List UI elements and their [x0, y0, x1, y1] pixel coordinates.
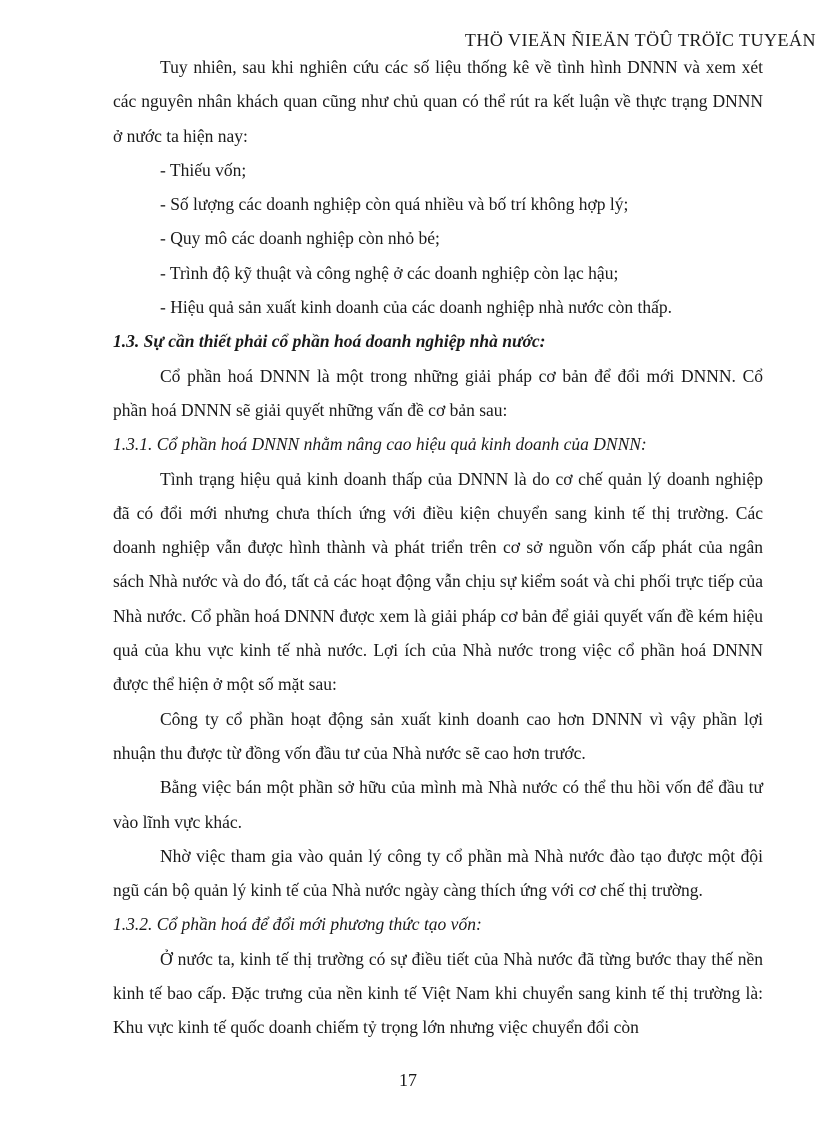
- list-item: - Trình độ kỹ thuật và công nghệ ở các doanh nghiệp còn lạc hậu;: [160, 262, 619, 283]
- page-number: 17: [399, 1070, 417, 1090]
- document-body: [113, 50, 763, 1045]
- list-item: - Quy mô các doanh nghiệp còn nhỏ bé;: [160, 228, 440, 249]
- paragraph: Cổ phần hoá DNNN là một trong những giải pháp cơ bản để đổi mới DNNN. Cổ phần hoá DNNN sẽ giải quyết những vấn đề cơ bản sau:: [113, 365, 763, 420]
- paragraph-intro: Tuy nhiên, sau khi nghiên cứu các số liệu thống kê về tình hình DNNN và xem xét các nguyên nhân khách quan cũng như chủ quan có thể rút ra kết luận về thực trạng DNNN ở nước ta hiện nay:: [113, 57, 763, 146]
- page-header: THÖ VIEÄN ÑIEÄN TÖÛ TRÖÏC TUYEÁN: [464, 30, 816, 50]
- paragraph: Bằng việc bán một phần sở hữu của mình mà Nhà nước có thể thu hồi vốn để đầu tư vào lĩnh vực khác.: [113, 777, 763, 832]
- subsection-heading-1-3-1: 1.3.1. Cổ phần hoá DNNN nhằm nâng cao hiệu quả kinh doanh của DNNN:: [113, 434, 647, 455]
- subsection-heading-1-3-2: 1.3.2. Cổ phần hoá để đổi mới phương thức tạo vốn:: [113, 914, 482, 935]
- paragraph: Tình trạng hiệu quả kinh doanh thấp của DNNN là do cơ chế quản lý doanh nghiệp đã có đổi mới nhưng chưa thích ứng với điều kiện chuyển sang kinh tế thị trường. Các doanh nghiệp vẫn được hình thành và phát triển trên cơ sở nguồn vốn cấp phát của ngân sách Nhà nước và do đó, tất cả các hoạt động vẫn chịu sự kiểm soát và chi phối trực tiếp của Nhà nước. Cổ phần hoá DNNN được xem là giải pháp cơ bản để giải quyết vấn đề kém hiệu quả của khu vực kinh tế nhà nước. Lợi ích của Nhà nước trong việc cổ phần hoá DNNN được thể hiện ở một số mặt sau:: [113, 468, 763, 695]
- paragraph: Ở nước ta, kinh tế thị trường có sự điều tiết của Nhà nước đã từng bước thay thế nền kinh tế bao cấp. Đặc trưng của nền kinh tế Việt Nam khi chuyển sang kinh tế thị trường là: Khu vực kinh tế quốc doanh chiếm tỷ trọng lớn nhưng việc chuyển đổi còn: [113, 948, 763, 1038]
- paragraph: Công ty cổ phần hoạt động sản xuất kinh doanh cao hơn DNNN vì vậy phần lợi nhuận thu được từ đồng vốn đầu tư của Nhà nước sẽ cao hơn trước.: [113, 708, 763, 763]
- list-item: - Thiếu vốn;: [160, 159, 247, 180]
- paragraph: Nhờ việc tham gia vào quản lý công ty cổ phần mà Nhà nước đào tạo được một đội ngũ cán bộ quản lý kinh tế của Nhà nước ngày càng thích ứng với cơ chế thị trường.: [113, 845, 763, 901]
- list-item: - Hiệu quả sản xuất kinh doanh của các doanh nghiệp nhà nước còn thấp.: [160, 297, 672, 318]
- list-item: - Số lượng các doanh nghiệp còn quá nhiều và bố trí không hợp lý;: [160, 194, 629, 215]
- section-heading-1-3: 1.3. Sự cần thiết phải cổ phần hoá doanh nghiệp nhà nước:: [113, 331, 546, 352]
